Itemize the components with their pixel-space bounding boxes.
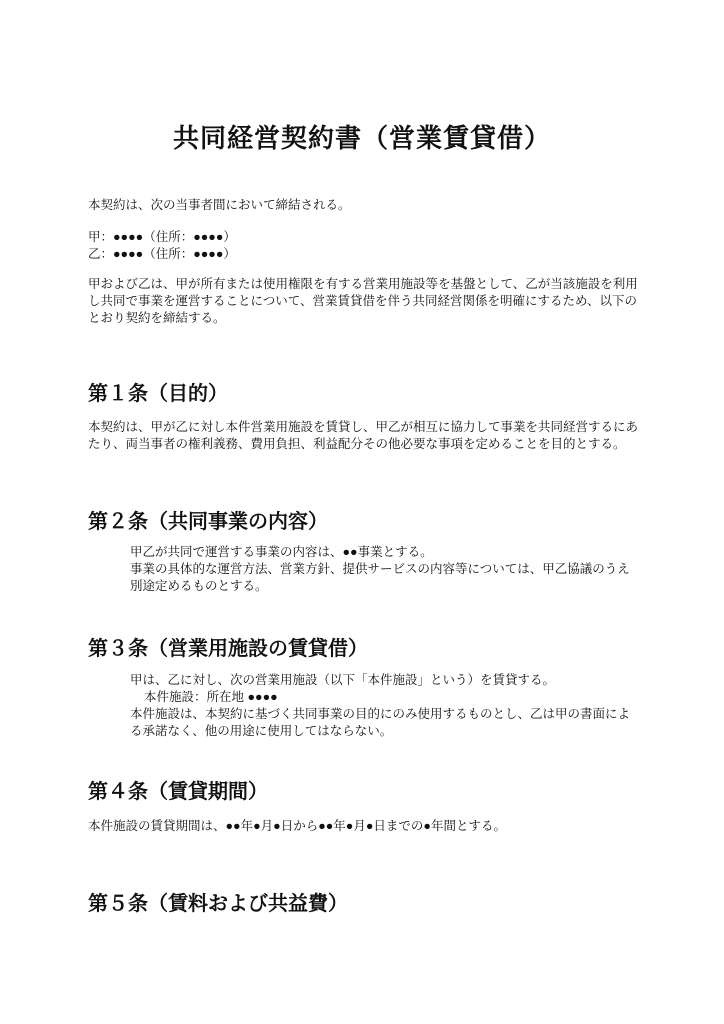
article-4-heading: 第４条（賃貸期間） bbox=[88, 781, 268, 803]
document-title: 共同経営契約書（営業賃貸借） bbox=[172, 123, 551, 153]
article-1-heading: 第１条（目的） bbox=[88, 383, 228, 405]
party-b: 乙：●●●●（住所：●●●●） bbox=[88, 247, 236, 261]
parties bbox=[88, 229, 640, 263]
article-3-line: 本件施設は、本契約に基づく共同事業の目的にのみ使用するものとし、乙は甲の書面による承諾なく、他の用途に使用してはならない。 bbox=[130, 707, 631, 738]
party-a: 甲：●●●●（住所：●●●●） bbox=[88, 230, 236, 244]
article-3-line: 甲は、乙に対し、次の営業用施設（以下「本件施設」という）を賃貸する。 bbox=[130, 673, 556, 687]
article-2-heading: 第２条（共同事業の内容） bbox=[88, 511, 328, 533]
article-2-line: 事業の具体的な運営方法、営業方針、提供サービスの内容等については、甲乙協議のうえ別途定めるものとする。 bbox=[130, 562, 630, 593]
intro-text: 本契約は、次の当事者間において締結される。 bbox=[88, 198, 351, 212]
article-2-body bbox=[130, 544, 640, 595]
article-4-text: 本件施設の賃貸期間は、●●年●月●日から●●年●月●日までの●年間とする。 bbox=[88, 819, 506, 833]
article-5-heading: 第５条（賃料および共益費） bbox=[88, 893, 348, 915]
article-3-heading: 第３条（営業用施設の賃貸借） bbox=[88, 638, 368, 660]
article-1-text: 本契約は、甲が乙に対し本件営業用施設を賃貸し、甲乙が相互に協力して事業を共同経営するにあたり、両当事者の権利義務、費用負担、利益配分その他必要な事項を定めることを目的とする。 bbox=[88, 420, 639, 451]
facility-location: 本件施設：所在地 ●●●● bbox=[144, 690, 278, 704]
article-3-body bbox=[130, 672, 640, 740]
preamble: 甲および乙は、甲が所有または使用権限を有する営業用施設等を基盤として、乙が当該施設を利用し共同で事業を運営することについて、営業賃貸借を伴う共同経営関係を明確にするため、以下のとおり契約を締結する。 bbox=[88, 277, 638, 325]
article-2-line: 甲乙が共同で運営する事業の内容は、●●事業とする。 bbox=[130, 545, 433, 559]
